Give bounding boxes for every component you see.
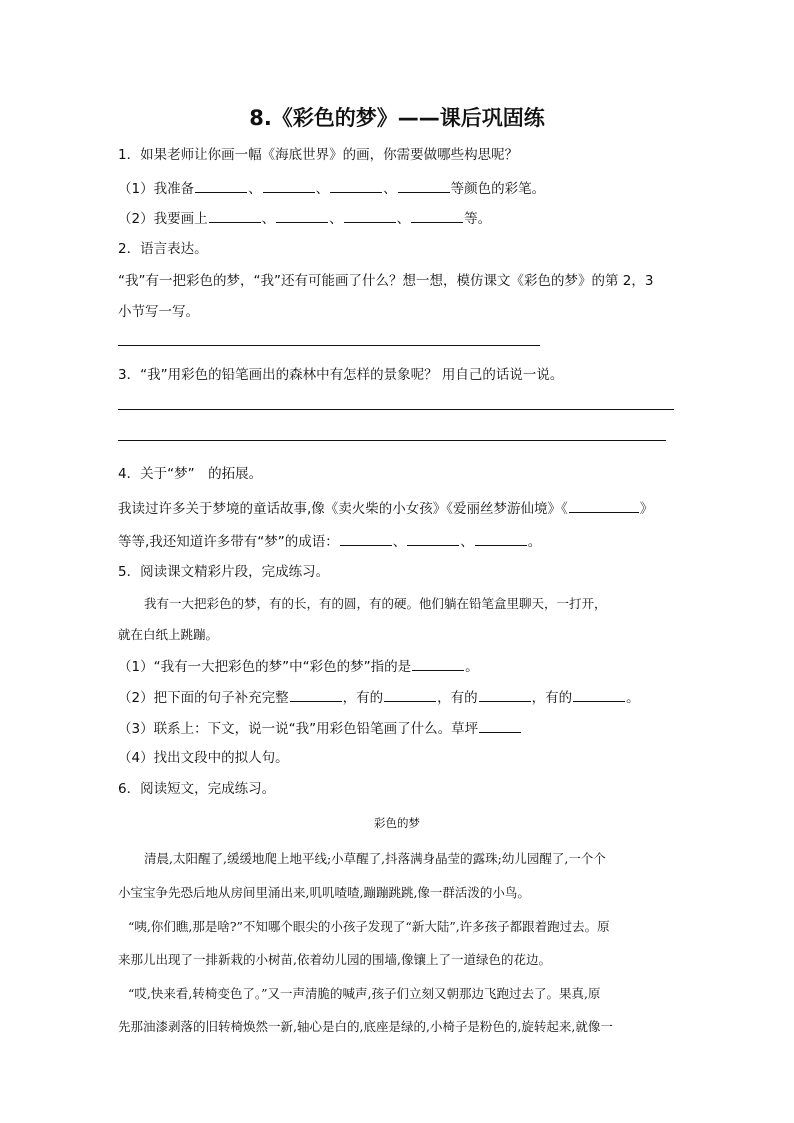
q3-stem: 3．“我”用彩色的铅笔画出的森林中有怎样的景象呢？ 用自己的话说一说。 [118, 367, 564, 383]
answer-blank[interactable] [411, 208, 463, 223]
answer-blank[interactable] [573, 687, 625, 702]
page-title: 8.《彩色的梦》——课后巩固练 [249, 106, 545, 130]
answer-blank[interactable] [398, 178, 450, 193]
q5-sub1-lead: （1）“我有一大把彩色的梦”中“彩色的梦”指的是 [118, 659, 412, 675]
separator: 、 [383, 181, 397, 197]
q6-story-title: 彩色的梦 [374, 816, 420, 830]
q5-sub3 [118, 718, 522, 738]
answer-blank[interactable] [195, 178, 247, 193]
q5-sub4: （4）找出文段中的拟人句。 [118, 750, 289, 766]
q1-part1-lead: （1）我准备 [118, 181, 195, 197]
q4-line2-end: 。 [527, 534, 542, 550]
answer-blank[interactable] [412, 656, 464, 671]
q5-sub2-end: 。 [626, 690, 640, 706]
q2-stem: 2．语言表达。 [118, 241, 208, 257]
q1-part1 [118, 178, 545, 198]
q6-para1-line1: 清晨,太阳醒了,缓缓地爬上地平线;小草醒了,抖落满身晶莹的露珠;幼儿园醒了,一个个 [144, 851, 606, 866]
q5-passage-line1: 我有一大把彩色的梦，有的长，有的圆，有的硬。他们躺在铅笔盒里聊天，一打开， [144, 596, 607, 611]
q5-sub1 [118, 656, 479, 676]
separator: 、 [248, 181, 262, 197]
q6-para2-line2: 来那儿出现了一排新栽的小树苗,依着幼儿园的围墙,像镶上了一道绿色的花边。 [118, 952, 551, 967]
separator: 、 [392, 534, 407, 550]
q2-answer-line[interactable] [118, 345, 540, 346]
q6-para2-line1: “咦,你们瞧,那是啥?”不知哪个眼尖的小孩子发现了“新大陆”,许多孩子都跟着跑过去。原 [128, 919, 610, 934]
q5-sub1-end: 。 [465, 659, 479, 675]
q4-line2-lead: 等等,我还知道许多带有“梦”的成语： [118, 534, 339, 550]
q5-sub2-lead: （2）把下面的句子补充完整 [118, 690, 289, 706]
answer-blank[interactable] [479, 687, 531, 702]
answer-blank[interactable] [340, 531, 392, 546]
q6-stem: 6．阅读短文，完成练习。 [118, 781, 276, 797]
q1-part2 [118, 208, 491, 228]
separator: 、 [329, 211, 343, 227]
separator: 、 [261, 211, 276, 227]
answer-blank[interactable] [276, 208, 328, 223]
answer-blank[interactable] [330, 178, 382, 193]
separator: 、 [315, 181, 330, 197]
separator: 、 [460, 534, 474, 550]
q5-sub2-you: ，有的 [437, 690, 478, 706]
q4-line2 [118, 531, 541, 551]
q1-part2-lead: （2）我要画上 [118, 211, 208, 227]
q3-answer-line[interactable] [118, 440, 666, 441]
q5-passage-line2: 就在白纸上跳蹦。 [118, 627, 219, 642]
q4-line1-end: 》 [639, 501, 654, 517]
separator: 、 [396, 211, 411, 227]
q6-para3-line2: 先那油漆剥落的旧转椅焕然一新,轴心是白的,底座是绿的,小椅子是粉色的,旋转起来,就像一 [118, 1019, 613, 1034]
q4-stem: 4．关于“梦” 的拓展。 [118, 466, 263, 482]
answer-blank[interactable] [407, 531, 459, 546]
q2-line1: “我”有一把彩色的梦，“我”还有可能画了什么？想一想，模仿课文《彩色的梦》的第 2，3 [118, 273, 654, 289]
q1-part2-tail: 等。 [464, 211, 492, 227]
answer-blank[interactable] [475, 531, 527, 546]
q5-sub2-you: ，有的 [342, 690, 384, 706]
answer-blank[interactable] [209, 208, 261, 223]
answer-blank[interactable] [290, 687, 342, 702]
q1-stem: 1．如果老师让你画一幅《海底世界》的画，你需要做哪些构思呢？ [118, 147, 519, 163]
q6-para1-line2: 小宝宝争先恐后地从房间里涌出来,叽叽喳喳,蹦蹦跳跳,像一群活泼的小鸟。 [118, 885, 530, 900]
q5-sub3-lead: （3）联系上：下文，说一说“我”用彩色铅笔画了什么。草坪 [118, 721, 479, 737]
q2-line2: 小节写一写。 [118, 304, 199, 320]
q5-sub2-you: ，有的 [531, 690, 573, 706]
q5-stem: 5．阅读课文精彩片段，完成练习。 [118, 564, 330, 580]
answer-blank[interactable] [479, 718, 521, 733]
answer-blank[interactable] [384, 687, 436, 702]
answer-blank[interactable] [569, 498, 639, 513]
q6-para3-line1: “哎,快来看,转椅变色了。”又一声清脆的喊声,孩子们立刻又朝那边飞跑过去了。果真,原 [128, 986, 601, 1001]
answer-blank[interactable] [344, 208, 396, 223]
q4-line1 [118, 498, 653, 518]
answer-blank[interactable] [263, 178, 315, 193]
q1-part1-tail: 等颜色的彩笔。 [450, 181, 546, 197]
q3-answer-line[interactable] [118, 409, 674, 410]
q4-line1-text: 我读过许多关于梦境的童话故事,像《卖火柴的小女孩》《爱丽丝梦游仙境》《 [118, 501, 568, 517]
q5-sub2 [118, 687, 640, 707]
